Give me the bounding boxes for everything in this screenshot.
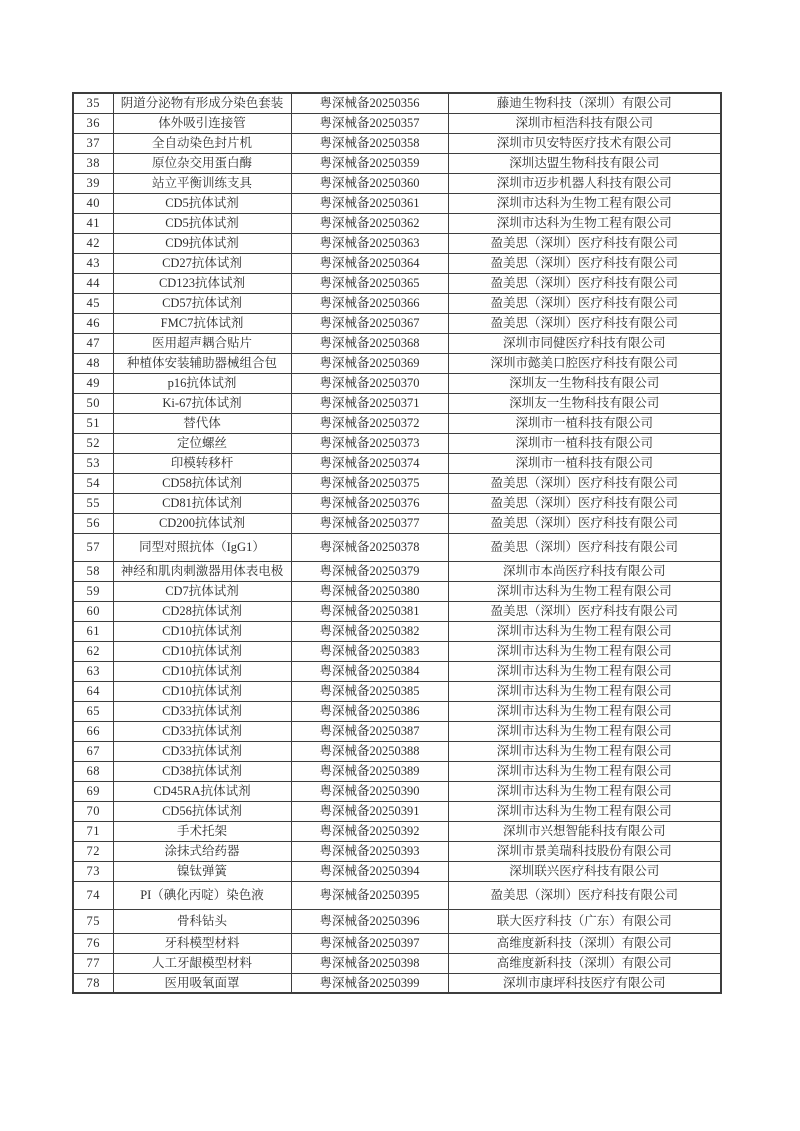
serial-cell: 56 [73,513,113,533]
table-row [73,801,721,821]
company-name-cell: 深圳市达科为生物工程有限公司 [448,681,721,701]
table-row [73,453,721,473]
product-name-cell: CD58抗体试剂 [113,473,291,493]
serial-cell: 51 [73,413,113,433]
table-row [73,841,721,861]
serial-cell: 64 [73,681,113,701]
company-name-cell: 盈美思（深圳）医疗科技有限公司 [448,313,721,333]
registration-number-cell: 粤深械备20250390 [291,781,448,801]
serial-cell: 49 [73,373,113,393]
registration-number-cell: 粤深械备20250391 [291,801,448,821]
serial-cell: 57 [73,533,113,561]
serial-cell: 36 [73,113,113,133]
serial-cell: 43 [73,253,113,273]
serial-cell: 45 [73,293,113,313]
serial-cell: 72 [73,841,113,861]
company-name-cell: 盈美思（深圳）医疗科技有限公司 [448,533,721,561]
serial-cell: 67 [73,741,113,761]
product-name-cell: 原位杂交用蛋白酶 [113,153,291,173]
product-name-cell: 体外吸引连接管 [113,113,291,133]
registration-number-cell: 粤深械备20250376 [291,493,448,513]
company-name-cell: 深圳联兴医疗科技有限公司 [448,861,721,881]
registration-number-cell: 粤深械备20250394 [291,861,448,881]
product-name-cell: 镍钛弹簧 [113,861,291,881]
table-row [73,433,721,453]
table-row [73,821,721,841]
company-name-cell: 深圳市一植科技有限公司 [448,413,721,433]
registration-number-cell: 粤深械备20250377 [291,513,448,533]
company-name-cell: 深圳市同健医疗科技有限公司 [448,333,721,353]
serial-cell: 70 [73,801,113,821]
company-name-cell: 高维度新科技（深圳）有限公司 [448,953,721,973]
registration-number-cell: 粤深械备20250395 [291,881,448,909]
product-name-cell: CD7抗体试剂 [113,581,291,601]
serial-cell: 59 [73,581,113,601]
table-row [73,973,721,993]
serial-cell: 37 [73,133,113,153]
table-row [73,333,721,353]
serial-cell: 75 [73,909,113,933]
registration-number-cell: 粤深械备20250370 [291,373,448,393]
table-row [73,681,721,701]
registration-number-cell: 粤深械备20250385 [291,681,448,701]
product-name-cell: CD10抗体试剂 [113,661,291,681]
registration-number-cell: 粤深械备20250380 [291,581,448,601]
registration-number-cell: 粤深械备20250372 [291,413,448,433]
company-name-cell: 深圳市达科为生物工程有限公司 [448,761,721,781]
registration-number-cell: 粤深械备20250399 [291,973,448,993]
serial-cell: 47 [73,333,113,353]
table-row [73,193,721,213]
company-name-cell: 深圳市达科为生物工程有限公司 [448,641,721,661]
serial-cell: 76 [73,933,113,953]
product-name-cell: 医用吸氧面罩 [113,973,291,993]
serial-cell: 73 [73,861,113,881]
serial-cell: 46 [73,313,113,333]
product-name-cell: 全自动染色封片机 [113,133,291,153]
registration-number-cell: 粤深械备20250362 [291,213,448,233]
table-row [73,293,721,313]
company-name-cell: 盈美思（深圳）医疗科技有限公司 [448,233,721,253]
product-name-cell: 站立平衡训练支具 [113,173,291,193]
table-row [73,701,721,721]
company-name-cell: 深圳市一植科技有限公司 [448,453,721,473]
registration-number-cell: 粤深械备20250356 [291,93,448,113]
registration-number-cell: 粤深械备20250398 [291,953,448,973]
company-name-cell: 盈美思（深圳）医疗科技有限公司 [448,601,721,621]
registration-number-cell: 粤深械备20250368 [291,333,448,353]
company-name-cell: 高维度新科技（深圳）有限公司 [448,933,721,953]
company-name-cell: 盈美思（深圳）医疗科技有限公司 [448,293,721,313]
table-row [73,861,721,881]
company-name-cell: 深圳市景美瑞科技股份有限公司 [448,841,721,861]
registration-number-cell: 粤深械备20250384 [291,661,448,681]
table-row [73,933,721,953]
serial-cell: 61 [73,621,113,641]
company-name-cell: 深圳市达科为生物工程有限公司 [448,213,721,233]
table-row [73,621,721,641]
company-name-cell: 深圳市贝安特医疗技术有限公司 [448,133,721,153]
registration-number-cell: 粤深械备20250371 [291,393,448,413]
product-name-cell: CD27抗体试剂 [113,253,291,273]
product-name-cell: CD45RA抗体试剂 [113,781,291,801]
company-name-cell: 深圳市达科为生物工程有限公司 [448,193,721,213]
company-name-cell: 盈美思（深圳）医疗科技有限公司 [448,273,721,293]
registration-number-cell: 粤深械备20250360 [291,173,448,193]
serial-cell: 35 [73,93,113,113]
product-name-cell: FMC7抗体试剂 [113,313,291,333]
table-row [73,253,721,273]
table-row [73,113,721,133]
table-row [73,233,721,253]
table-row [73,493,721,513]
company-name-cell: 联大医疗科技（广东）有限公司 [448,909,721,933]
product-name-cell: CD33抗体试剂 [113,741,291,761]
product-name-cell: 种植体安装辅助器械组合包 [113,353,291,373]
serial-cell: 52 [73,433,113,453]
table-row [73,273,721,293]
product-name-cell: CD9抗体试剂 [113,233,291,253]
table-row [73,213,721,233]
company-name-cell: 深圳市桓浩科技有限公司 [448,113,721,133]
registration-number-cell: 粤深械备20250367 [291,313,448,333]
product-name-cell: Ki-67抗体试剂 [113,393,291,413]
product-name-cell: 印模转移杆 [113,453,291,473]
serial-cell: 38 [73,153,113,173]
company-name-cell: 深圳市达科为生物工程有限公司 [448,581,721,601]
product-name-cell: CD81抗体试剂 [113,493,291,513]
serial-cell: 71 [73,821,113,841]
product-name-cell: CD5抗体试剂 [113,213,291,233]
registration-number-cell: 粤深械备20250397 [291,933,448,953]
registration-number-cell: 粤深械备20250363 [291,233,448,253]
table-row [73,153,721,173]
product-name-cell: CD5抗体试剂 [113,193,291,213]
registration-number-cell: 粤深械备20250359 [291,153,448,173]
product-name-cell: 同型对照抗体（IgG1） [113,533,291,561]
company-name-cell: 深圳市达科为生物工程有限公司 [448,801,721,821]
serial-cell: 58 [73,561,113,581]
serial-cell: 48 [73,353,113,373]
table-row [73,641,721,661]
product-name-cell: 神经和肌肉刺激器用体表电极 [113,561,291,581]
company-name-cell: 深圳友一生物科技有限公司 [448,373,721,393]
table-body [73,93,721,993]
company-name-cell: 深圳市达科为生物工程有限公司 [448,721,721,741]
company-name-cell: 深圳市达科为生物工程有限公司 [448,621,721,641]
serial-cell: 66 [73,721,113,741]
registration-number-cell: 粤深械备20250357 [291,113,448,133]
registration-number-cell: 粤深械备20250382 [291,621,448,641]
company-name-cell: 深圳友一生物科技有限公司 [448,393,721,413]
table-row [73,909,721,933]
product-name-cell: CD56抗体试剂 [113,801,291,821]
company-name-cell: 深圳市达科为生物工程有限公司 [448,701,721,721]
serial-cell: 62 [73,641,113,661]
table-row [73,721,721,741]
registration-number-cell: 粤深械备20250393 [291,841,448,861]
company-name-cell: 盈美思（深圳）医疗科技有限公司 [448,513,721,533]
product-name-cell: p16抗体试剂 [113,373,291,393]
table-row [73,413,721,433]
product-name-cell: CD10抗体试剂 [113,641,291,661]
serial-cell: 65 [73,701,113,721]
serial-cell: 55 [73,493,113,513]
device-registration-table [72,92,722,994]
registration-number-cell: 粤深械备20250387 [291,721,448,741]
product-name-cell: CD10抗体试剂 [113,621,291,641]
company-name-cell: 深圳市达科为生物工程有限公司 [448,661,721,681]
product-name-cell: 牙科模型材料 [113,933,291,953]
serial-cell: 77 [73,953,113,973]
registration-number-cell: 粤深械备20250379 [291,561,448,581]
serial-cell: 53 [73,453,113,473]
company-name-cell: 深圳市兴想智能科技有限公司 [448,821,721,841]
product-name-cell: CD33抗体试剂 [113,701,291,721]
table-row [73,741,721,761]
serial-cell: 63 [73,661,113,681]
table-row [73,781,721,801]
product-name-cell: 替代体 [113,413,291,433]
product-name-cell: CD38抗体试剂 [113,761,291,781]
registration-number-cell: 粤深械备20250388 [291,741,448,761]
table-row [73,601,721,621]
table-row [73,661,721,681]
table-row [73,473,721,493]
table-row [73,373,721,393]
table-row [73,353,721,373]
company-name-cell: 盈美思（深圳）医疗科技有限公司 [448,253,721,273]
registration-number-cell: 粤深械备20250374 [291,453,448,473]
serial-cell: 74 [73,881,113,909]
product-name-cell: CD28抗体试剂 [113,601,291,621]
company-name-cell: 盈美思（深圳）医疗科技有限公司 [448,473,721,493]
serial-cell: 41 [73,213,113,233]
product-name-cell: 阴道分泌物有形成分染色套装 [113,93,291,113]
product-name-cell: CD57抗体试剂 [113,293,291,313]
table-row [73,761,721,781]
company-name-cell: 深圳市懿美口腔医疗科技有限公司 [448,353,721,373]
registration-number-cell: 粤深械备20250375 [291,473,448,493]
registration-number-cell: 粤深械备20250392 [291,821,448,841]
registration-number-cell: 粤深械备20250383 [291,641,448,661]
product-name-cell: 人工牙龈模型材料 [113,953,291,973]
serial-cell: 40 [73,193,113,213]
registration-number-cell: 粤深械备20250378 [291,533,448,561]
company-name-cell: 深圳达盟生物科技有限公司 [448,153,721,173]
product-name-cell: 手术托架 [113,821,291,841]
registration-number-cell: 粤深械备20250366 [291,293,448,313]
table-row [73,313,721,333]
product-name-cell: CD33抗体试剂 [113,721,291,741]
product-name-cell: CD123抗体试剂 [113,273,291,293]
table-row [73,513,721,533]
company-name-cell: 深圳市迈步机器人科技有限公司 [448,173,721,193]
product-name-cell: 涂抹式给药器 [113,841,291,861]
company-name-cell: 盈美思（深圳）医疗科技有限公司 [448,493,721,513]
table-row [73,581,721,601]
product-name-cell: 定位螺丝 [113,433,291,453]
registration-number-cell: 粤深械备20250396 [291,909,448,933]
registration-number-cell: 粤深械备20250361 [291,193,448,213]
serial-cell: 42 [73,233,113,253]
company-name-cell: 藤迪生物科技（深圳）有限公司 [448,93,721,113]
registration-number-cell: 粤深械备20250381 [291,601,448,621]
company-name-cell: 盈美思（深圳）医疗科技有限公司 [448,881,721,909]
serial-cell: 78 [73,973,113,993]
product-name-cell: CD200抗体试剂 [113,513,291,533]
registration-number-cell: 粤深械备20250365 [291,273,448,293]
registration-number-cell: 粤深械备20250358 [291,133,448,153]
serial-cell: 50 [73,393,113,413]
company-name-cell: 深圳市康坪科技医疗有限公司 [448,973,721,993]
serial-cell: 39 [73,173,113,193]
table-row [73,881,721,909]
table-row [73,173,721,193]
serial-cell: 68 [73,761,113,781]
serial-cell: 54 [73,473,113,493]
table-row [73,133,721,153]
product-name-cell: CD10抗体试剂 [113,681,291,701]
table-row [73,93,721,113]
table-row [73,953,721,973]
product-name-cell: PI（碘化丙啶）染色液 [113,881,291,909]
company-name-cell: 深圳市本尚医疗科技有限公司 [448,561,721,581]
table-row [73,393,721,413]
table-row [73,533,721,561]
company-name-cell: 深圳市一植科技有限公司 [448,433,721,453]
registration-number-cell: 粤深械备20250386 [291,701,448,721]
company-name-cell: 深圳市达科为生物工程有限公司 [448,741,721,761]
product-name-cell: 骨科钻头 [113,909,291,933]
registration-number-cell: 粤深械备20250369 [291,353,448,373]
registration-number-cell: 粤深械备20250364 [291,253,448,273]
registration-number-cell: 粤深械备20250389 [291,761,448,781]
registration-number-cell: 粤深械备20250373 [291,433,448,453]
product-name-cell: 医用超声耦合贴片 [113,333,291,353]
serial-cell: 60 [73,601,113,621]
company-name-cell: 深圳市达科为生物工程有限公司 [448,781,721,801]
table-row [73,561,721,581]
serial-cell: 44 [73,273,113,293]
serial-cell: 69 [73,781,113,801]
